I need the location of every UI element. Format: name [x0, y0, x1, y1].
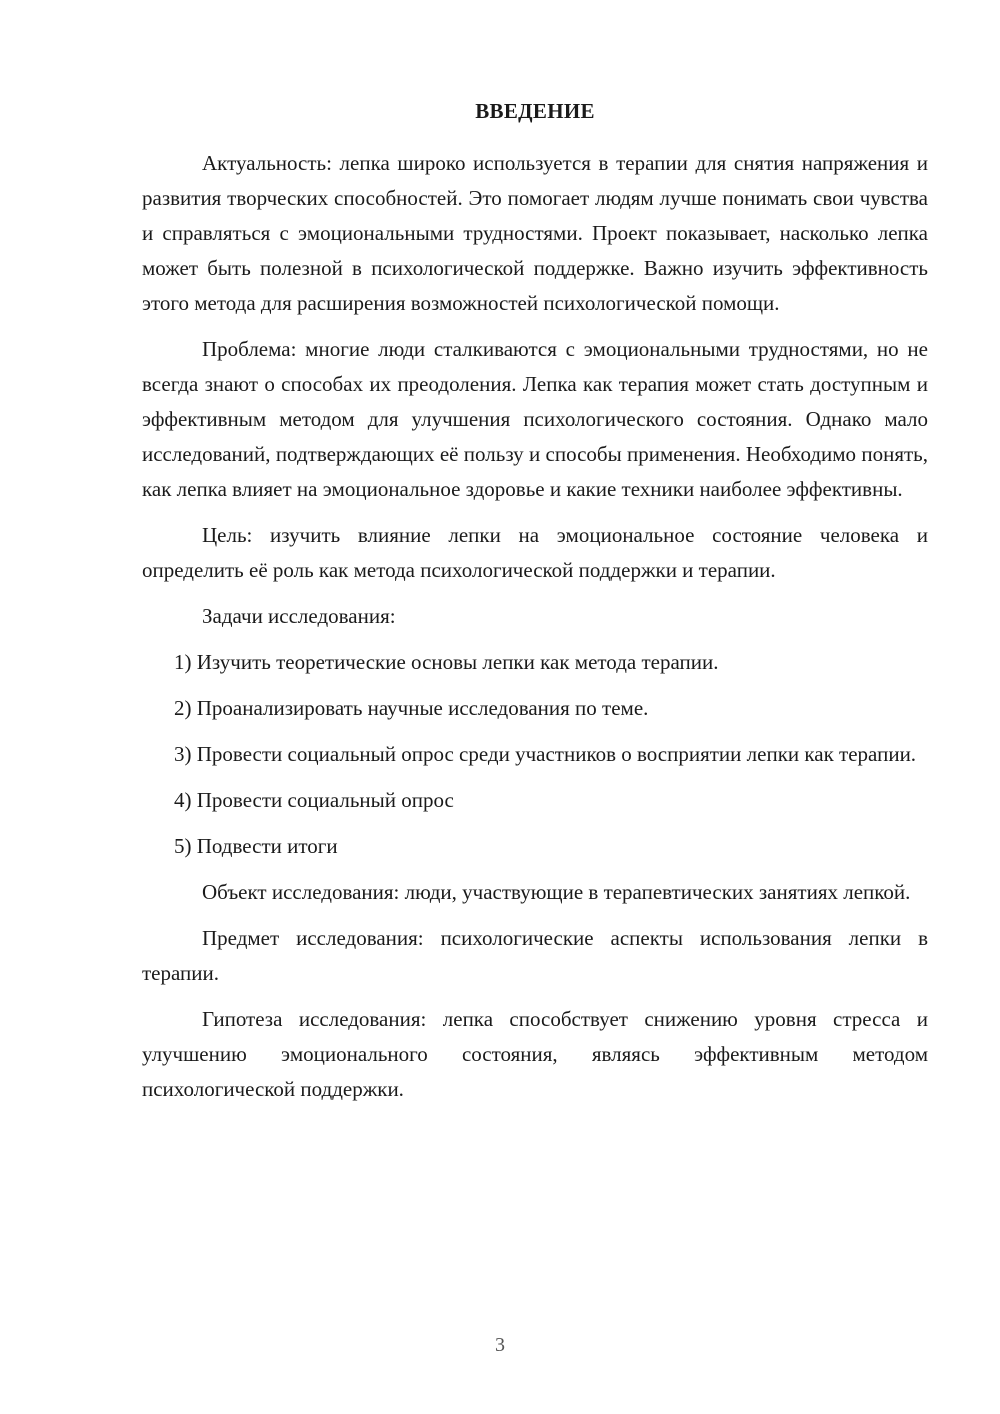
document-body	[142, 96, 928, 1118]
task-item-1: 1) Изучить теоретические основы лепки как метода терапии.	[174, 650, 719, 674]
relevance-paragraph: Актуальность: лепка широко используется в терапии для снятия напряжения и развития творческих способностей. Это помогает людям лучше понимать свои чувства и справляться с эмоциональными трудностями. Проект показывает, насколько лепка может быть полезной в психологической поддержке. Важно изучить эффективность этого метода для расширения возможностей психологической помощи.	[142, 151, 928, 315]
tasks-heading: Задачи исследования:	[202, 604, 396, 628]
hypothesis-paragraph: Гипотеза исследования: лепка способствует снижению уровня стресса и улучшению эмоционального состояния, являясь эффективным методом психологической поддержки.	[142, 1007, 928, 1101]
object-paragraph: Объект исследования: люди, участвующие в терапевтических занятиях лепкой.	[202, 880, 911, 904]
section-title: ВВЕДЕНИЕ	[475, 99, 595, 123]
page-number: 3	[495, 1334, 505, 1356]
task-item-4: 4) Провести социальный опрос	[174, 788, 454, 812]
task-item-3: 3) Провести социальный опрос среди участников о восприятии лепки как терапии.	[174, 742, 917, 766]
task-item-2: 2) Проанализировать научные исследования по теме.	[174, 696, 649, 720]
problem-paragraph: Проблема: многие люди сталкиваются с эмоциональными трудностями, но не всегда знают о способах их преодоления. Лепка как терапия может стать доступным и эффективным методом для улучшения психологического состояния. Однако мало исследований, подтверждающих её пользу и способы применения. Необходимо понять, как лепка влияет на эмоциональное здоровье и какие техники наиболее эффективны.	[142, 337, 928, 501]
subject-paragraph: Предмет исследования: психологические аспекты использования лепки в терапии.	[142, 926, 928, 985]
task-item-5: 5) Подвести итоги	[174, 834, 338, 858]
goal-paragraph: Цель: изучить влияние лепки на эмоциональное состояние человека и определить её роль как метода психологической поддержки и терапии.	[142, 523, 928, 582]
